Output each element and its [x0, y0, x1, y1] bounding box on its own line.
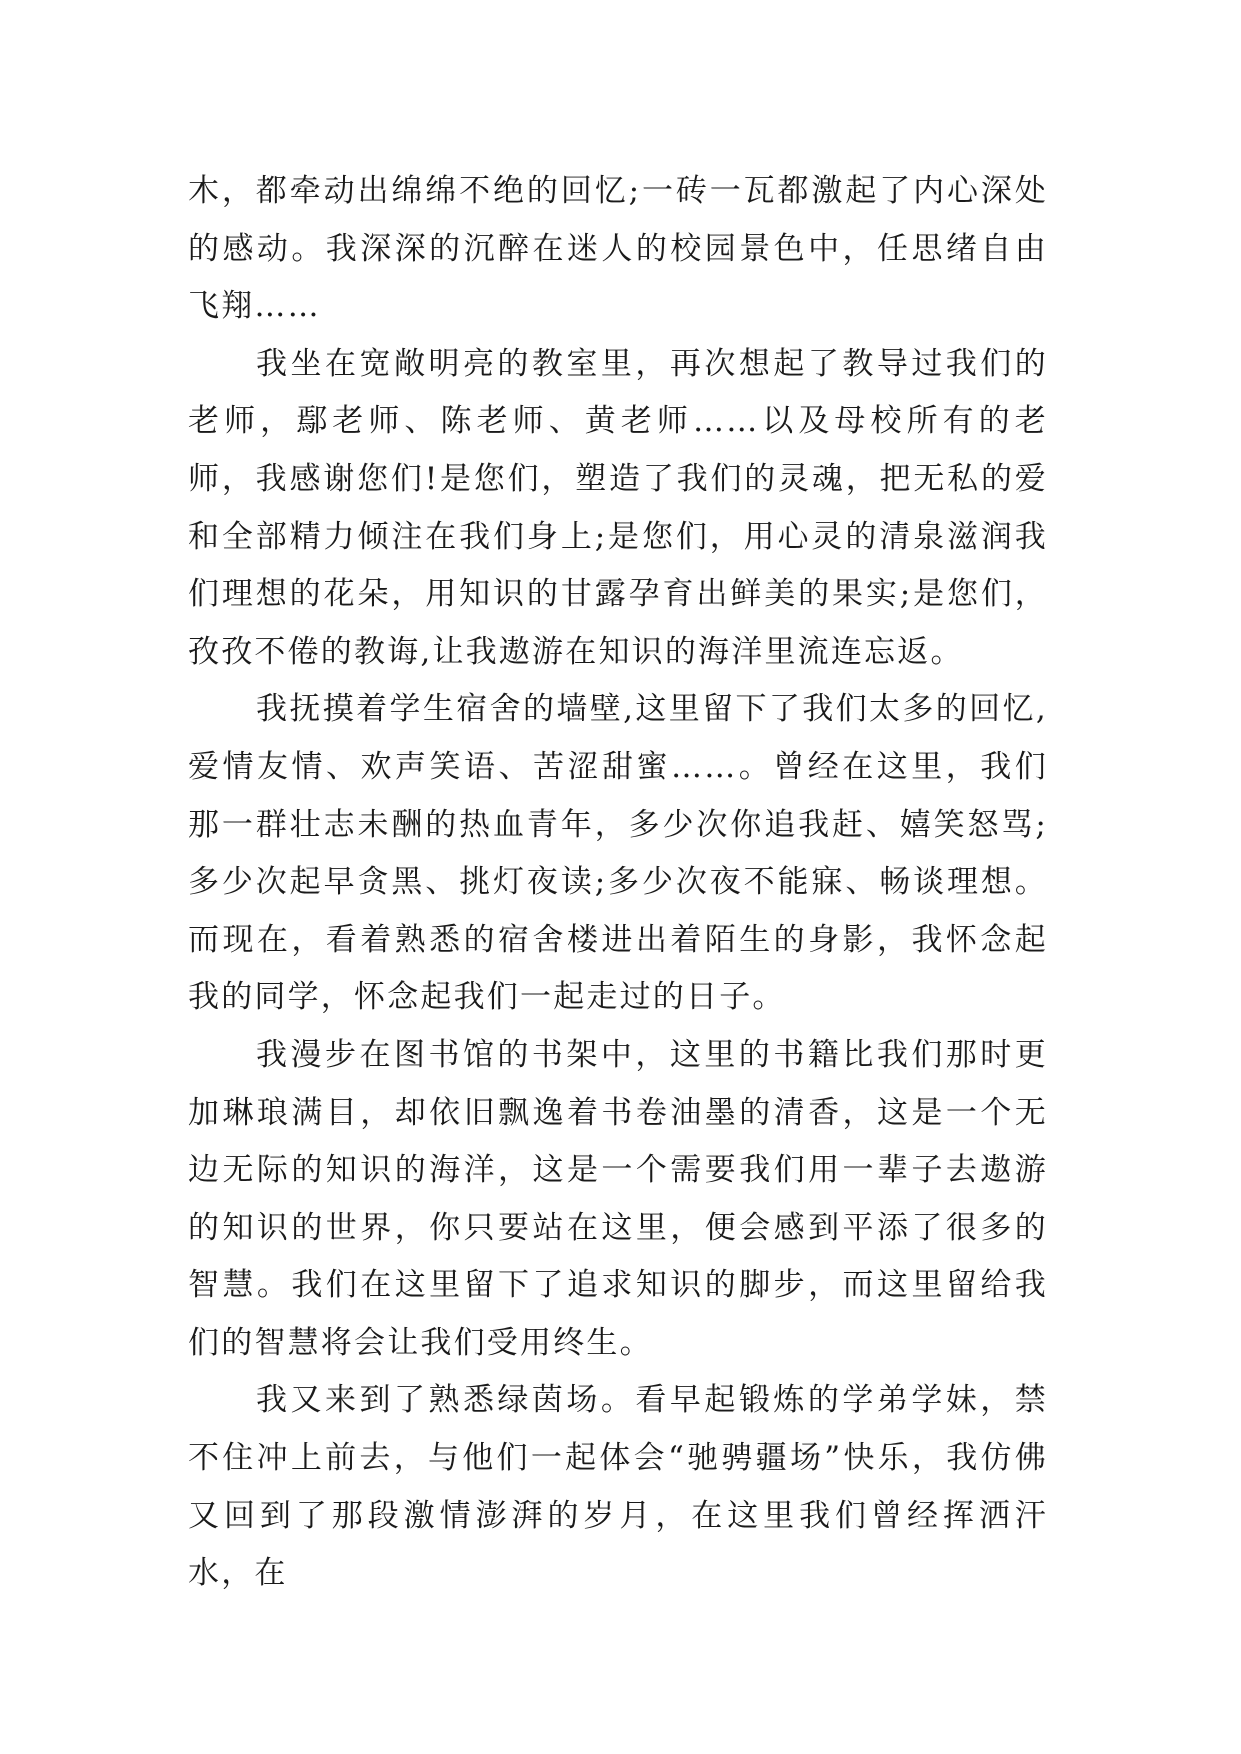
paragraph-sports-field: 我又来到了熟悉绿茵场。看早起锻炼的学弟学妹，禁不住冲上前去，与他们一起体会“驰骋疆场”快乐，我仿佛又回到了那段激情澎湃的岁月，在这里我们曾经挥洒汗水，在	[188, 1382, 1048, 1592]
paragraph-library: 我漫步在图书馆的书架中，这里的书籍比我们那时更加琳琅满目，却依旧飘逸着书卷油墨的清香，这是一个无边无际的知识的海洋，这是一个需要我们用一辈子去遨游的知识的世界，你只要站在这里，便会感到平添了很多的智慧。我们在这里留下了追求知识的脚步，而这里留给我们的智慧将会让我们受用终生。	[188, 1036, 1048, 1361]
paragraph-continued: 木，都牵动出绵绵不绝的回忆;一砖一瓦都激起了内心深处的感动。我深深的沉醉在迷人的校园景色中，任思绪自由飞翔……	[188, 173, 1048, 325]
paragraph-classroom: 我坐在宽敞明亮的教室里，再次想起了教导过我们的老师，鄢老师、陈老师、黄老师……以及母校所有的老师，我感谢您们!是您们，塑造了我们的灵魂，把无私的爱和全部精力倾注在我们身上;是您们，用心灵的清泉滋润我们理想的花朵，用知识的甘露孕育出鲜美的果实;是您们，孜孜不倦的教诲,让我遨游在知识的海洋里流连忘返。	[188, 345, 1048, 670]
document-body	[188, 163, 1048, 1603]
paragraph-dormitory: 我抚摸着学生宿舍的墙壁,这里留下了我们太多的回忆,爱情友情、欢声笑语、苦涩甜蜜……。曾经在这里，我们那一群壮志未酬的热血青年，多少次你追我赶、嬉笑怒骂;多少次起早贪黑、挑灯夜读;多少次夜不能寐、畅谈理想。而现在，看着熟悉的宿舍楼进出着陌生的身影，我怀念起我的同学，怀念起我们一起走过的日子。	[188, 691, 1048, 1016]
